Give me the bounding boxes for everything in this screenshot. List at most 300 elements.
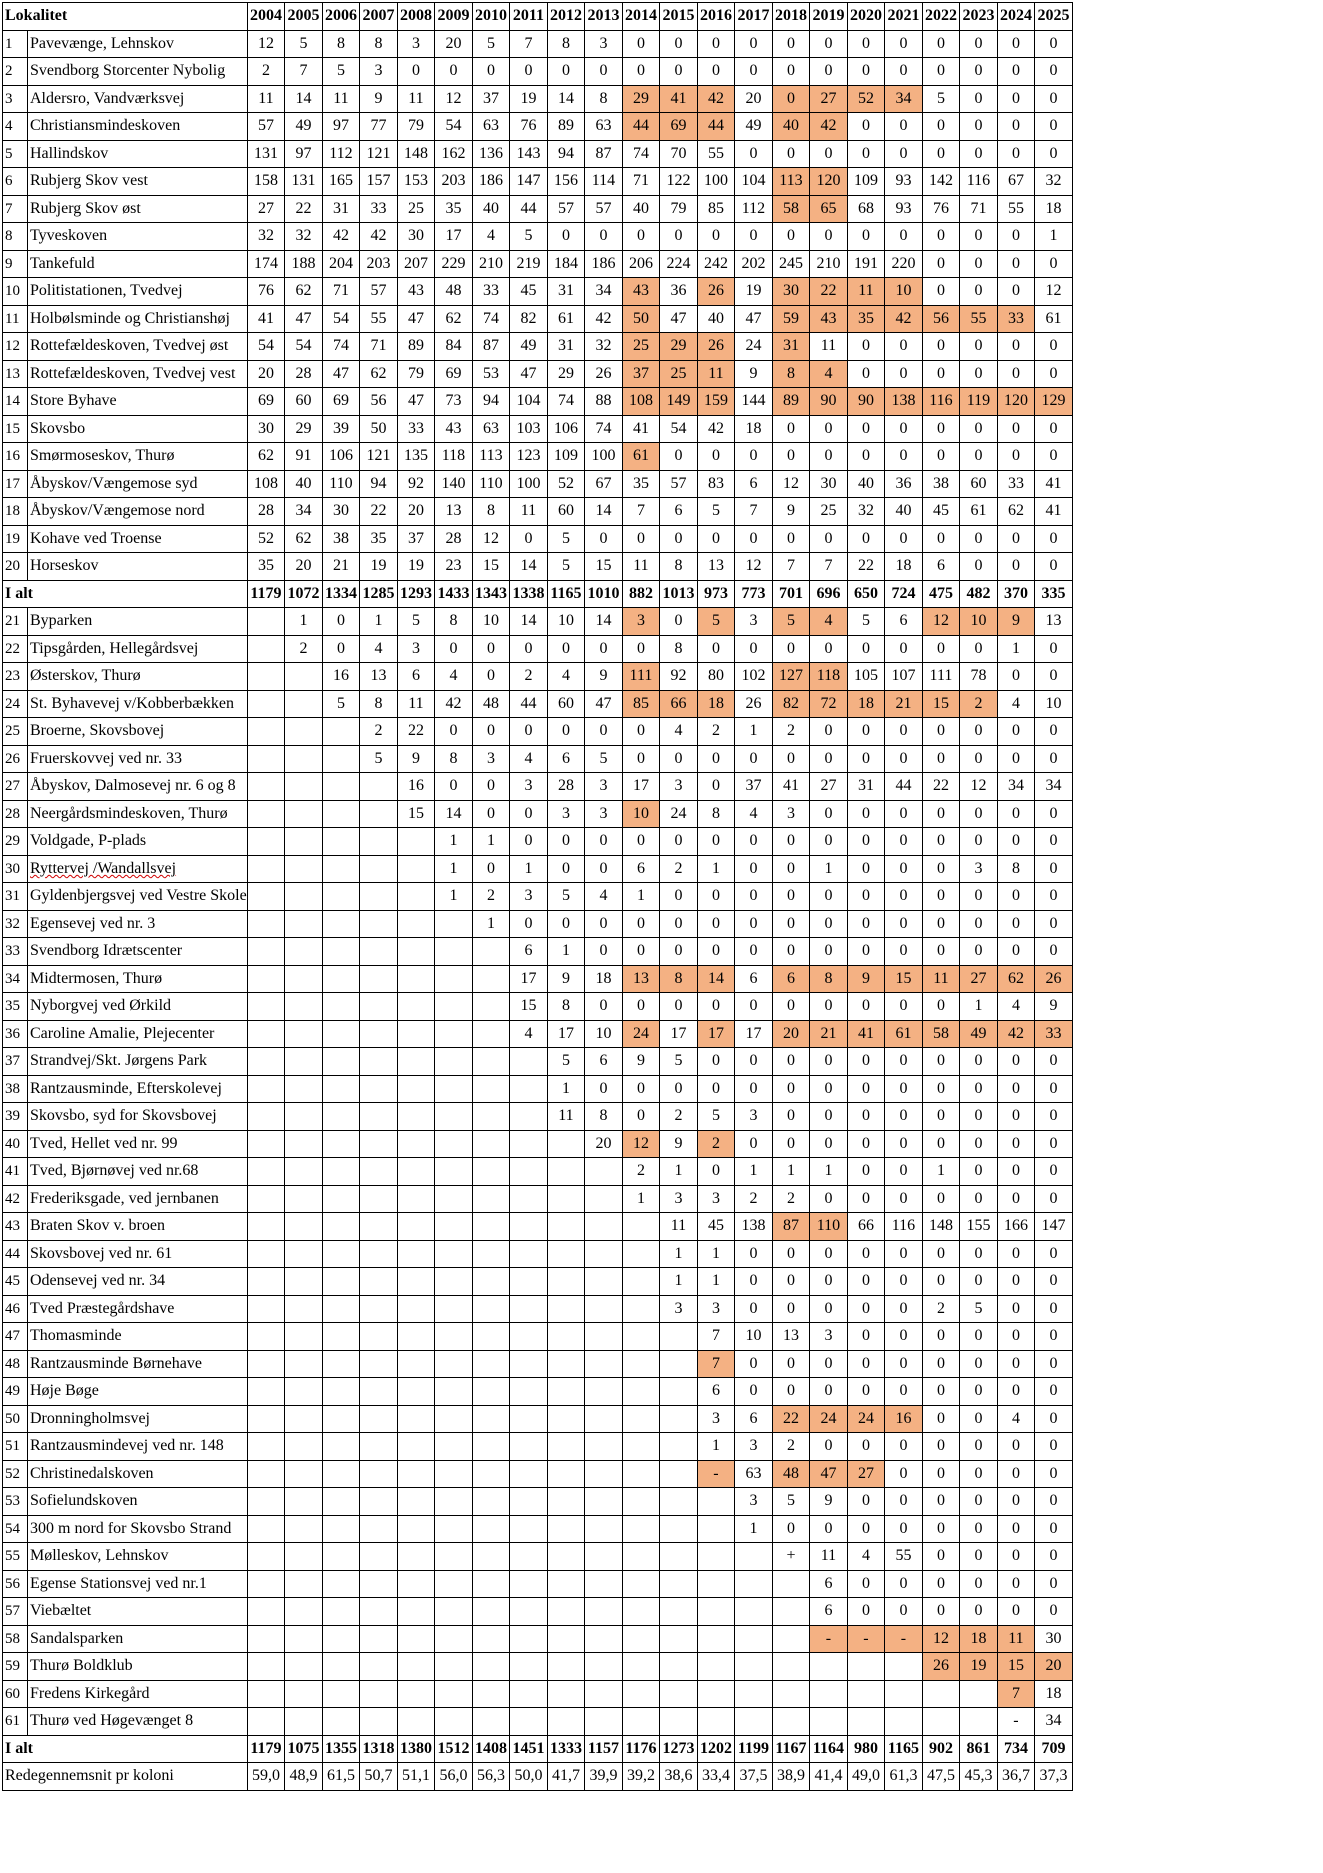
count-cell: 0 xyxy=(997,828,1035,856)
count-cell: 8 xyxy=(997,855,1035,883)
count-cell: 45 xyxy=(922,498,960,526)
count-cell: 0 xyxy=(847,883,885,911)
count-cell: 1433 xyxy=(435,580,473,608)
count-cell xyxy=(472,1268,510,1296)
count-cell: 0 xyxy=(622,745,660,773)
count-cell: 0 xyxy=(622,938,660,966)
count-cell: 0 xyxy=(960,1460,998,1488)
count-cell xyxy=(360,1598,398,1626)
count-cell: 33 xyxy=(997,470,1035,498)
count-cell: 4 xyxy=(660,718,698,746)
count-cell: 47 xyxy=(285,305,323,333)
count-cell xyxy=(472,938,510,966)
count-cell: 135 xyxy=(397,443,435,471)
count-cell: 3 xyxy=(547,800,585,828)
count-cell xyxy=(322,1405,360,1433)
year-header: 2015 xyxy=(660,3,698,31)
count-cell: 724 xyxy=(885,580,923,608)
count-cell: 980 xyxy=(847,1735,885,1763)
count-cell: 0 xyxy=(397,58,435,86)
count-cell xyxy=(397,855,435,883)
count-cell: 0 xyxy=(847,1158,885,1186)
count-cell xyxy=(397,1130,435,1158)
count-cell xyxy=(547,1460,585,1488)
count-cell: 0 xyxy=(697,910,735,938)
count-cell: 1 xyxy=(622,1185,660,1213)
count-cell: 13 xyxy=(622,965,660,993)
count-cell: 0 xyxy=(585,1075,623,1103)
count-cell: 9 xyxy=(585,663,623,691)
count-cell: 0 xyxy=(960,635,998,663)
count-cell: 0 xyxy=(960,58,998,86)
count-cell: 143 xyxy=(510,140,548,168)
count-cell: 0 xyxy=(772,938,810,966)
count-cell xyxy=(360,828,398,856)
row-number: 36 xyxy=(3,1020,28,1048)
count-cell: 0 xyxy=(960,1378,998,1406)
count-cell xyxy=(547,1268,585,1296)
table-row xyxy=(3,1598,1073,1626)
count-cell: 0 xyxy=(697,993,735,1021)
row-number: 42 xyxy=(3,1185,28,1213)
count-cell: 0 xyxy=(960,1598,998,1626)
count-cell: 0 xyxy=(660,58,698,86)
count-cell xyxy=(285,1543,323,1571)
count-cell xyxy=(472,1570,510,1598)
count-cell: 62 xyxy=(247,443,285,471)
count-cell: 203 xyxy=(360,250,398,278)
count-cell: 0 xyxy=(697,58,735,86)
count-cell: 0 xyxy=(960,1048,998,1076)
count-cell: 0 xyxy=(547,828,585,856)
count-cell: 14 xyxy=(547,85,585,113)
table-row xyxy=(3,1240,1073,1268)
count-cell xyxy=(360,1433,398,1461)
count-cell: 0 xyxy=(922,1378,960,1406)
count-cell: 121 xyxy=(360,443,398,471)
count-cell: 94 xyxy=(472,388,510,416)
count-cell: 0 xyxy=(772,1103,810,1131)
count-cell: 138 xyxy=(885,388,923,416)
table-row xyxy=(3,690,1073,718)
count-cell xyxy=(435,1625,473,1653)
count-cell: 47 xyxy=(397,305,435,333)
count-cell xyxy=(285,1570,323,1598)
count-cell: 12 xyxy=(1035,278,1073,306)
count-cell: 184 xyxy=(547,250,585,278)
count-cell xyxy=(397,1680,435,1708)
count-cell: 0 xyxy=(960,1268,998,1296)
count-cell: 0 xyxy=(997,718,1035,746)
count-cell: 76 xyxy=(510,113,548,141)
count-cell: 0 xyxy=(960,1323,998,1351)
count-cell xyxy=(360,1653,398,1681)
count-cell: 88 xyxy=(585,388,623,416)
count-cell: 69 xyxy=(435,360,473,388)
count-cell: 882 xyxy=(622,580,660,608)
count-cell: 92 xyxy=(397,470,435,498)
count-cell: 370 xyxy=(997,580,1035,608)
count-cell: 1 xyxy=(660,1268,698,1296)
count-cell: 242 xyxy=(697,250,735,278)
count-cell xyxy=(510,1653,548,1681)
count-cell xyxy=(247,1350,285,1378)
count-cell xyxy=(397,938,435,966)
count-cell: 0 xyxy=(585,525,623,553)
count-cell xyxy=(585,1543,623,1571)
count-cell: 1164 xyxy=(810,1735,848,1763)
count-cell: 13 xyxy=(697,553,735,581)
count-cell xyxy=(697,1515,735,1543)
table-row xyxy=(3,1708,1073,1736)
table-row xyxy=(3,1075,1073,1103)
year-header: 2007 xyxy=(360,3,398,31)
count-cell: 11 xyxy=(397,85,435,113)
count-cell: 0 xyxy=(697,1048,735,1076)
count-cell: 27 xyxy=(810,85,848,113)
count-cell xyxy=(247,1570,285,1598)
count-cell: 9 xyxy=(547,965,585,993)
count-cell: 4 xyxy=(847,1543,885,1571)
locality-name: Tipsgården, Hellegårdsvej xyxy=(28,635,248,663)
count-cell: 107 xyxy=(885,663,923,691)
count-cell: 245 xyxy=(772,250,810,278)
table-row xyxy=(3,1323,1073,1351)
count-cell: 34 xyxy=(285,498,323,526)
locality-name xyxy=(28,855,248,883)
count-cell xyxy=(435,1048,473,1076)
count-cell xyxy=(247,663,285,691)
count-cell xyxy=(772,1598,810,1626)
count-cell: 0 xyxy=(960,1130,998,1158)
count-cell xyxy=(397,1433,435,1461)
count-cell: 18 xyxy=(697,690,735,718)
count-cell: 87 xyxy=(772,1213,810,1241)
year-header: 2010 xyxy=(472,3,510,31)
table-row xyxy=(3,1185,1073,1213)
locality-name: Rantzausminde, Efterskolevej xyxy=(28,1075,248,1103)
count-cell: 0 xyxy=(847,1130,885,1158)
count-cell: 0 xyxy=(847,855,885,883)
count-cell: 0 xyxy=(622,635,660,663)
count-cell: 47,5 xyxy=(922,1763,960,1791)
count-cell: 7 xyxy=(810,553,848,581)
count-cell: 71 xyxy=(960,195,998,223)
count-cell: 112 xyxy=(322,140,360,168)
count-cell: 48 xyxy=(472,690,510,718)
count-cell: 2 xyxy=(772,1185,810,1213)
row-number: 52 xyxy=(3,1460,28,1488)
count-cell: 5 xyxy=(922,85,960,113)
count-cell xyxy=(285,1295,323,1323)
count-cell: 1199 xyxy=(735,1735,773,1763)
count-cell xyxy=(622,1708,660,1736)
count-cell: 0 xyxy=(435,773,473,801)
count-cell: 26 xyxy=(585,360,623,388)
year-header: 2013 xyxy=(585,3,623,31)
locality-name: Broerne, Skovsbovej xyxy=(28,718,248,746)
count-cell: 138 xyxy=(735,1213,773,1241)
count-cell: 0 xyxy=(885,1460,923,1488)
locality-name: Christinedalskoven xyxy=(28,1460,248,1488)
locality-name: Pavevænge, Lehnskov xyxy=(28,30,248,58)
count-cell: 1176 xyxy=(622,1735,660,1763)
table-row xyxy=(3,855,1073,883)
table-row xyxy=(3,993,1073,1021)
count-cell: 1 xyxy=(697,1433,735,1461)
count-cell: 5 xyxy=(322,58,360,86)
count-cell: 157 xyxy=(360,168,398,196)
count-cell: 0 xyxy=(885,333,923,361)
locality-name: Høje Bøge xyxy=(28,1378,248,1406)
count-cell: 37 xyxy=(397,525,435,553)
count-cell: 0 xyxy=(922,1048,960,1076)
locality-name-text: Ryttervej /Wandallsvej xyxy=(30,859,177,877)
count-cell xyxy=(247,635,285,663)
count-cell: 32 xyxy=(247,223,285,251)
count-cell: 7 xyxy=(697,1323,735,1351)
count-cell: 5 xyxy=(547,525,585,553)
count-cell: 0 xyxy=(885,1240,923,1268)
count-cell: 2 xyxy=(510,663,548,691)
count-cell: 27 xyxy=(847,1460,885,1488)
count-cell: 0 xyxy=(885,718,923,746)
count-cell: 110 xyxy=(810,1213,848,1241)
count-cell xyxy=(360,1020,398,1048)
count-cell: 49 xyxy=(510,333,548,361)
count-cell xyxy=(472,1625,510,1653)
count-cell: 1 xyxy=(472,828,510,856)
count-cell: 54 xyxy=(285,333,323,361)
count-cell xyxy=(885,1708,923,1736)
count-cell: 10 xyxy=(585,1020,623,1048)
count-cell: 0 xyxy=(997,1103,1035,1131)
count-cell: 15 xyxy=(585,553,623,581)
count-cell: 42 xyxy=(360,223,398,251)
count-cell: 0 xyxy=(510,800,548,828)
count-cell: 7 xyxy=(697,1350,735,1378)
count-cell: 10 xyxy=(960,608,998,636)
count-cell: 0 xyxy=(1035,1268,1073,1296)
count-cell xyxy=(360,1625,398,1653)
count-cell xyxy=(285,1625,323,1653)
count-cell xyxy=(660,1378,698,1406)
average-label: Redegennemsnit pr koloni xyxy=(3,1763,248,1791)
count-cell: 0 xyxy=(1035,1433,1073,1461)
count-cell: 114 xyxy=(585,168,623,196)
count-cell: 158 xyxy=(247,168,285,196)
count-cell: 0 xyxy=(622,1103,660,1131)
year-header: 2004 xyxy=(247,3,285,31)
count-cell xyxy=(510,1103,548,1131)
count-cell xyxy=(435,1488,473,1516)
count-cell: 90 xyxy=(810,388,848,416)
count-cell: 0 xyxy=(922,1185,960,1213)
count-cell xyxy=(247,883,285,911)
count-cell xyxy=(397,1653,435,1681)
count-cell: 0 xyxy=(847,1048,885,1076)
count-cell: 1165 xyxy=(885,1735,923,1763)
count-cell: 100 xyxy=(585,443,623,471)
count-cell xyxy=(472,1708,510,1736)
locality-name: Åbyskov, Dalmosevej nr. 6 og 8 xyxy=(28,773,248,801)
count-cell: 147 xyxy=(1035,1213,1073,1241)
count-cell: 7 xyxy=(735,498,773,526)
count-cell: 0 xyxy=(547,855,585,883)
count-cell xyxy=(660,1653,698,1681)
count-cell xyxy=(322,1515,360,1543)
count-cell: 20 xyxy=(435,30,473,58)
count-cell: 61,3 xyxy=(885,1763,923,1791)
count-cell: + xyxy=(772,1543,810,1571)
count-cell xyxy=(735,1543,773,1571)
count-cell xyxy=(397,1268,435,1296)
count-cell: 18 xyxy=(585,965,623,993)
count-cell: 0 xyxy=(772,910,810,938)
count-cell xyxy=(247,1295,285,1323)
count-cell xyxy=(510,1433,548,1461)
count-cell: 5 xyxy=(772,1488,810,1516)
count-cell: 71 xyxy=(322,278,360,306)
count-cell: 6 xyxy=(735,965,773,993)
count-cell: 50,7 xyxy=(360,1763,398,1791)
count-cell: 0 xyxy=(660,525,698,553)
count-cell xyxy=(922,1680,960,1708)
count-cell: 11 xyxy=(622,553,660,581)
count-cell: 85 xyxy=(697,195,735,223)
count-cell xyxy=(322,1543,360,1571)
count-cell xyxy=(472,1405,510,1433)
count-cell: 8 xyxy=(810,965,848,993)
count-cell: 0 xyxy=(772,1048,810,1076)
count-cell: 104 xyxy=(735,168,773,196)
count-cell: 0 xyxy=(1035,1570,1073,1598)
count-cell: 94 xyxy=(547,140,585,168)
count-cell: 0 xyxy=(1035,800,1073,828)
count-cell xyxy=(322,883,360,911)
count-cell: 0 xyxy=(847,1378,885,1406)
count-cell xyxy=(510,1350,548,1378)
count-cell: 0 xyxy=(847,1488,885,1516)
count-cell: 8 xyxy=(697,800,735,828)
count-cell xyxy=(247,1515,285,1543)
count-cell: 58 xyxy=(772,195,810,223)
count-cell: 0 xyxy=(997,1075,1035,1103)
count-cell: 27 xyxy=(247,195,285,223)
count-cell: 21 xyxy=(810,1020,848,1048)
count-cell xyxy=(660,1570,698,1598)
count-cell xyxy=(247,1158,285,1186)
count-cell: 55 xyxy=(360,305,398,333)
count-cell: 11 xyxy=(660,1213,698,1241)
row-number: 30 xyxy=(3,855,28,883)
count-cell: 0 xyxy=(960,1405,998,1433)
count-cell: 0 xyxy=(810,525,848,553)
count-cell: 0 xyxy=(1035,1350,1073,1378)
count-cell xyxy=(547,1598,585,1626)
count-cell xyxy=(472,1378,510,1406)
table-row xyxy=(3,910,1073,938)
count-cell: 0 xyxy=(997,1570,1035,1598)
count-cell: 1202 xyxy=(697,1735,735,1763)
count-cell xyxy=(360,1240,398,1268)
count-cell: 0 xyxy=(922,223,960,251)
count-cell xyxy=(285,1268,323,1296)
count-cell: 0 xyxy=(772,635,810,663)
count-cell: 47 xyxy=(397,388,435,416)
row-number: 22 xyxy=(3,635,28,663)
count-cell xyxy=(547,1653,585,1681)
count-cell: 0 xyxy=(922,635,960,663)
count-cell xyxy=(735,1598,773,1626)
count-cell: 15 xyxy=(397,800,435,828)
locality-name: Åbyskov/Vængemose syd xyxy=(28,470,248,498)
count-cell xyxy=(472,1488,510,1516)
count-cell: 84 xyxy=(435,333,473,361)
count-cell xyxy=(360,938,398,966)
locality-name: Skovsbo xyxy=(28,415,248,443)
count-cell: 0 xyxy=(1035,1488,1073,1516)
count-cell xyxy=(660,1543,698,1571)
count-cell xyxy=(547,1570,585,1598)
count-cell: 0 xyxy=(885,415,923,443)
count-cell: 53 xyxy=(472,360,510,388)
count-cell xyxy=(435,1103,473,1131)
count-cell: 0 xyxy=(997,1268,1035,1296)
count-cell xyxy=(435,1708,473,1736)
year-header: 2008 xyxy=(397,3,435,31)
count-cell xyxy=(285,1020,323,1048)
count-cell xyxy=(585,1488,623,1516)
row-number: 55 xyxy=(3,1543,28,1571)
count-cell xyxy=(510,1268,548,1296)
count-cell: 0 xyxy=(735,993,773,1021)
count-cell: 8 xyxy=(585,85,623,113)
count-cell: 0 xyxy=(622,525,660,553)
count-cell: 42 xyxy=(997,1020,1035,1048)
colony-count-table xyxy=(2,2,1073,1791)
count-cell: 15 xyxy=(510,993,548,1021)
count-cell xyxy=(472,965,510,993)
table-row xyxy=(3,938,1073,966)
count-cell: 0 xyxy=(660,1075,698,1103)
count-cell: 41 xyxy=(622,415,660,443)
count-cell xyxy=(435,1570,473,1598)
count-cell: 0 xyxy=(810,1268,848,1296)
table-body xyxy=(3,30,1073,1790)
count-cell: 74 xyxy=(547,388,585,416)
count-cell: - xyxy=(885,1625,923,1653)
table-row xyxy=(3,305,1073,333)
count-cell: 0 xyxy=(1035,1295,1073,1323)
count-cell: 0 xyxy=(997,1323,1035,1351)
count-cell: 71 xyxy=(360,333,398,361)
count-cell: 26 xyxy=(735,690,773,718)
count-cell: 47 xyxy=(660,305,698,333)
count-cell: 0 xyxy=(810,718,848,746)
count-cell: 33 xyxy=(472,278,510,306)
count-cell: 0 xyxy=(735,1350,773,1378)
row-number: 20 xyxy=(3,553,28,581)
year-header: 2011 xyxy=(510,3,548,31)
count-cell: 0 xyxy=(885,1488,923,1516)
table-row xyxy=(3,608,1073,636)
count-cell: 0 xyxy=(885,443,923,471)
count-cell: 0 xyxy=(622,1075,660,1103)
count-cell xyxy=(697,1543,735,1571)
count-cell: 60 xyxy=(960,470,998,498)
count-cell: 0 xyxy=(772,85,810,113)
